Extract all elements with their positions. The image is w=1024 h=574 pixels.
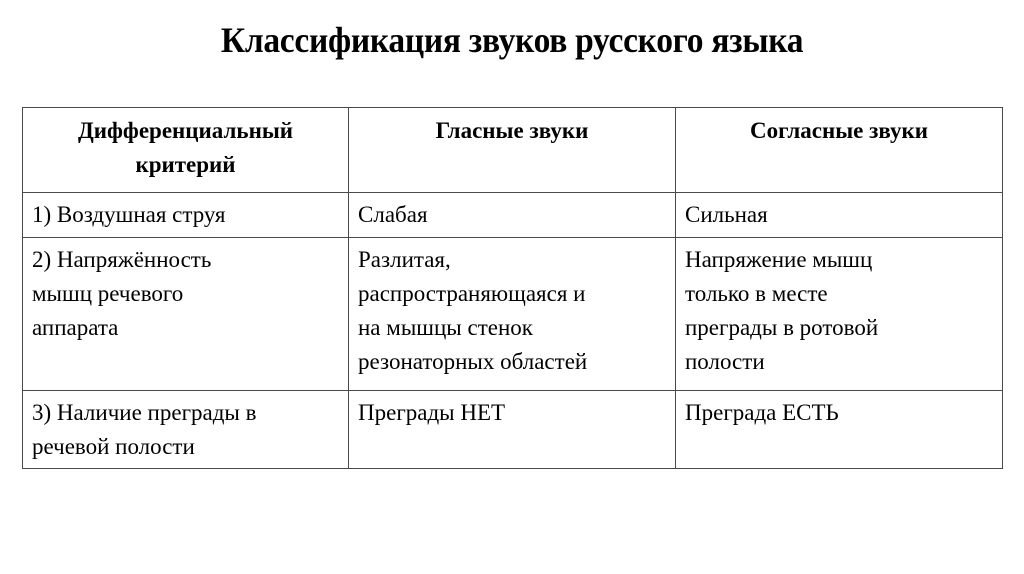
cell-line: 1) Воздушная струя [32,202,226,227]
slide-title: Классификация звуков русского языка [220,20,804,60]
header-criterion-line: Дифференциальный [77,118,294,143]
header-vowels [349,108,676,193]
classification-table [22,107,1003,469]
cell-line: Слабая [358,202,428,227]
cell-criterion [23,391,349,469]
header-criterion [23,108,349,193]
header-vowels-line: Гласные звуки [435,118,589,143]
cell-vowels [349,193,676,238]
classification-table-container [22,107,1002,469]
cell-line: полости [685,349,765,374]
cell-criterion [23,238,349,391]
cell-line: только в месте [685,281,828,306]
cell-criterion [23,193,349,238]
cell-consonants [676,193,1003,238]
cell-line: резонаторных областей [358,349,588,374]
header-criterion-line: критерий [135,152,236,177]
cell-vowels [349,238,676,391]
table-row [23,391,1003,469]
table-row [23,238,1003,391]
cell-line: Преграды НЕТ [358,400,506,425]
cell-line: Разлитая, [358,247,451,272]
cell-line: распространяющаяся и [358,281,586,306]
cell-line: Преграда ЕСТЬ [685,400,839,425]
header-consonants [676,108,1003,193]
cell-line: на мышцы стенок [358,315,533,340]
cell-line: преграды в ротовой [685,315,879,340]
table-row [23,193,1003,238]
cell-vowels [349,391,676,469]
cell-line: речевой полости [32,434,195,459]
cell-line: 2) Напряжённость [32,247,212,272]
cell-line: аппарата [32,315,119,340]
cell-line: мышц речевого [32,281,184,306]
table-header-row [23,108,1003,193]
cell-line: Напряжение мышц [685,247,873,272]
cell-consonants [676,391,1003,469]
cell-consonants [676,238,1003,391]
cell-line: 3) Наличие преграды в [32,400,257,425]
header-consonants-line: Согласные звуки [749,118,929,143]
cell-line: Сильная [685,202,768,227]
